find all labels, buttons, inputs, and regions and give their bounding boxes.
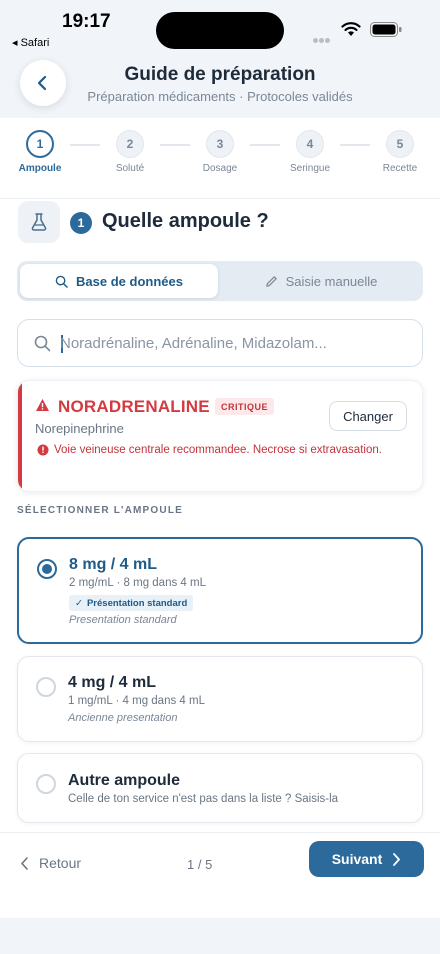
step-solute[interactable] [100, 130, 160, 174]
drug-alert-text: Voie veineuse centrale recommandee. Necrose si extravasation. [54, 444, 382, 456]
search-icon [55, 275, 68, 288]
ampoule-option-4mg[interactable] [17, 656, 423, 742]
segment-database[interactable] [20, 264, 218, 298]
search-icon [34, 335, 51, 352]
step-connector [250, 144, 280, 146]
divider [0, 198, 440, 199]
step-number: 5 [386, 130, 414, 158]
radio-unselected[interactable] [36, 774, 56, 794]
step-number: 1 [26, 130, 54, 158]
previous-link[interactable] [20, 855, 81, 871]
step-number: 3 [206, 130, 234, 158]
selected-drug-card [17, 380, 423, 492]
step-label: Recette [382, 163, 418, 174]
source-segmented-control [17, 261, 423, 301]
home-indicator-area [0, 918, 440, 954]
footer-nav [0, 832, 440, 892]
radio-unselected[interactable] [36, 677, 56, 697]
page-subtitle: Préparation médicaments · Protocoles validés [87, 89, 353, 104]
step-number: 4 [296, 130, 324, 158]
chevron-left-icon [20, 857, 29, 870]
step-label: Dosage [202, 163, 238, 174]
app-header [0, 54, 440, 116]
step-dosage[interactable] [190, 130, 250, 174]
radio-selected[interactable] [37, 559, 57, 579]
flask-icon [18, 201, 60, 243]
ampoule-option-8mg[interactable] [17, 537, 423, 644]
tag-label: Présentation standard [86, 597, 188, 609]
step-recette[interactable] [370, 130, 430, 174]
drug-name: NORADRENALINE [58, 397, 210, 416]
status-bar [0, 0, 440, 54]
page-indicator: 1 / 5 [187, 857, 213, 872]
option-title: 8 mg / 4 mL [69, 556, 158, 573]
step-label: Ampoule [18, 163, 62, 174]
segment-label: Base de données [76, 273, 183, 289]
segment-label: Saisie manuelle [285, 273, 378, 289]
step-connector [160, 144, 190, 146]
ampoule-option-other[interactable] [17, 753, 423, 823]
option-note: Presentation standard [69, 614, 177, 626]
option-title: 4 mg / 4 mL [68, 674, 157, 691]
page-title: Guide de préparation [124, 64, 316, 85]
step-number: 2 [116, 130, 144, 158]
dynamic-island [156, 12, 284, 49]
next-label: Suivant [331, 851, 383, 867]
status-time: 19:17 [62, 11, 111, 32]
next-button[interactable] [309, 841, 424, 877]
step-connector [70, 144, 100, 146]
option-note: Ancienne presentation [68, 712, 178, 724]
segment-manual[interactable] [222, 264, 420, 298]
drug-search-field[interactable] [17, 319, 423, 367]
drug-generic-name: Norepinephrine [35, 421, 124, 436]
stepper [0, 130, 440, 180]
option-subtitle: 1 mg/mL · 4 mg dans 4 mL [68, 695, 205, 707]
battery-icon [370, 22, 402, 37]
question-title: Quelle ampoule ? [102, 210, 269, 232]
pencil-icon [265, 275, 278, 288]
back-to-safari-link[interactable]: ◂ Safari [12, 37, 50, 49]
option-title: Autre ampoule [68, 772, 181, 789]
critical-accent-bar [18, 381, 22, 492]
drug-search-input[interactable] [60, 328, 410, 358]
main-sheet [0, 118, 440, 918]
step-label: Soluté [115, 163, 145, 174]
section-label: SÉLECTIONNER L'AMPOULE [17, 505, 184, 516]
previous-label: Retour [39, 855, 82, 871]
standard-tag [69, 595, 193, 611]
step-ampoule[interactable] [10, 130, 70, 174]
critical-badge: CRITIQUE [215, 398, 274, 415]
question-number-badge: 1 [70, 212, 92, 234]
alert-circle-icon [37, 444, 49, 456]
step-seringue[interactable] [280, 130, 340, 174]
option-subtitle: Celle de ton service n'est pas dans la liste ? Saisis-la [68, 793, 339, 805]
wifi-icon [341, 21, 361, 37]
step-connector [340, 144, 370, 146]
step-label: Seringue [289, 163, 331, 174]
check-icon: ✓ [75, 597, 83, 609]
signal-dots-icon [313, 30, 335, 36]
chevron-right-icon [392, 853, 401, 866]
warning-triangle-icon [35, 398, 50, 412]
change-drug-button[interactable]: Changer [329, 401, 407, 431]
option-subtitle: 2 mg/mL · 8 mg dans 4 mL [69, 577, 206, 589]
